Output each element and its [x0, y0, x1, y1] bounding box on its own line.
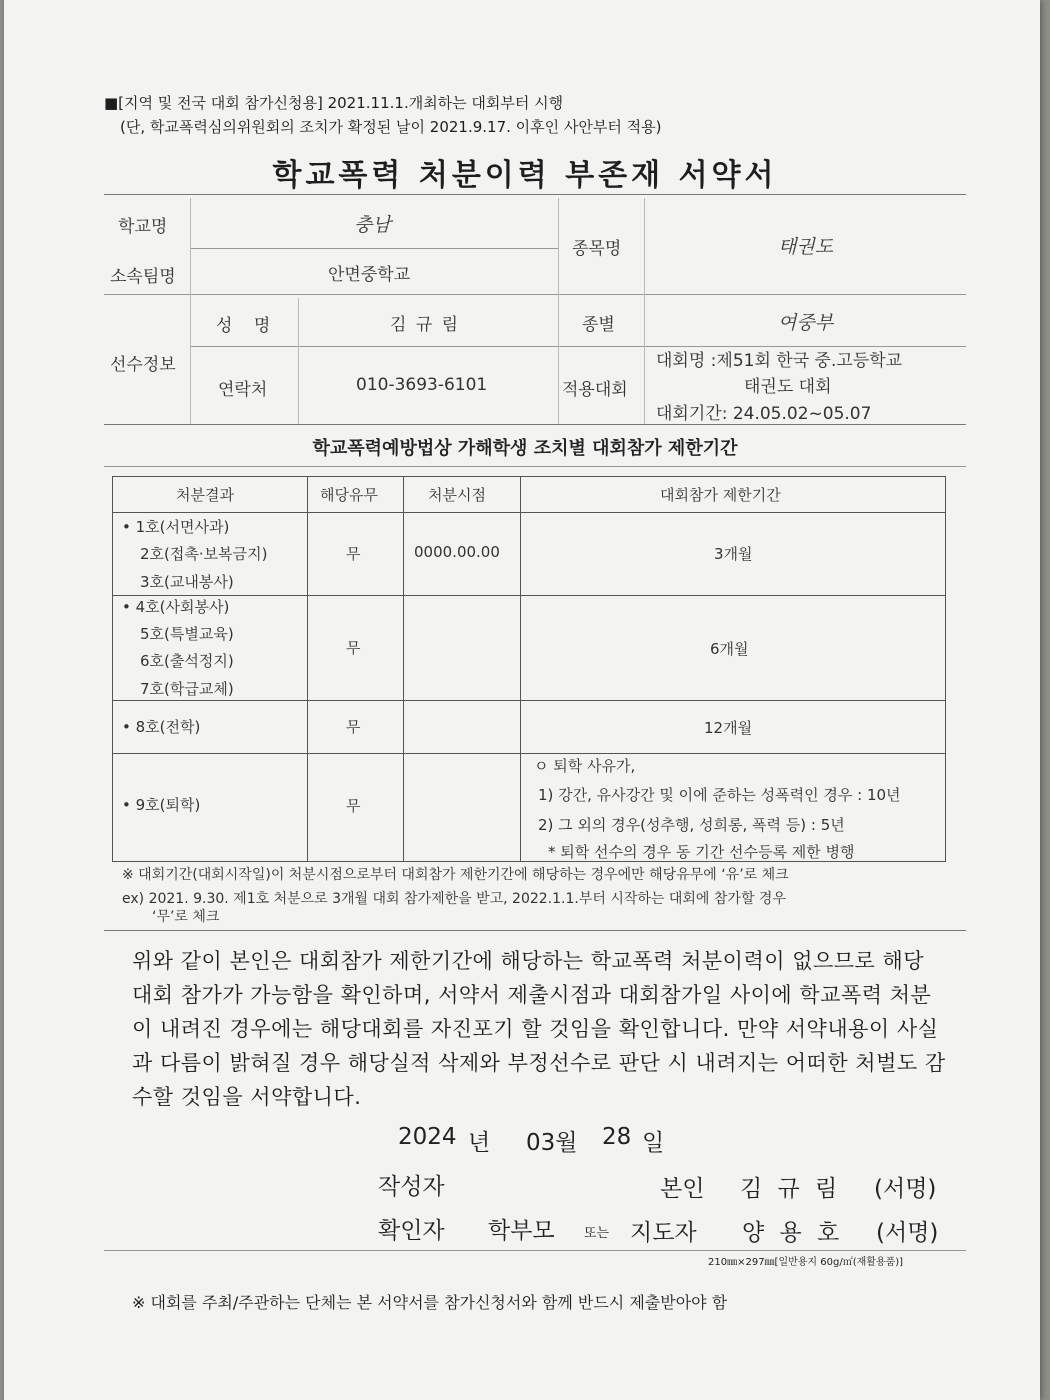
info-rule [190, 248, 558, 249]
or-label: 또는 [584, 1226, 610, 1241]
school-label: 학교명 [118, 217, 168, 237]
contact-value: 010-3693-6101 [356, 375, 488, 395]
header-line-1: ■[지역 및 전국 대회 참가신청용] 2021.11.1.개최하는 대회부터 시행 [104, 94, 564, 112]
competition-period: 대회기간: 24.05.02~05.07 [656, 404, 872, 424]
table-row-4-result-1: • 9호(퇴학) [122, 796, 201, 814]
table-row-rule [113, 753, 945, 754]
date-year: 2024 [398, 1124, 457, 1150]
info-col-rule [298, 298, 299, 424]
table-col-rule [520, 477, 521, 861]
table-row-1-result-2: 2호(접촉·보복금지) [140, 545, 268, 563]
header-line-2: (단, 학교폭력심의위원회의 조치가 확정된 날이 2021.9.17. 이후인 사안부터 적용) [120, 118, 662, 136]
coach-name: 양 용 호 [742, 1220, 844, 1246]
table-row-2-applicable: 무 [346, 639, 361, 657]
table-row-4-period-line-2: 1) 강간, 유사강간 및 이에 준하는 성폭력인 경우 : 10년 [538, 786, 901, 804]
writer-signature: (서명) [874, 1176, 937, 1202]
footer-note: ※ 대회를 주최/주관하는 단체는 본 서약서를 참가신청서와 함께 반드시 제출받아야 함 [132, 1293, 728, 1312]
competition-label: 적용대회 [562, 380, 628, 400]
team-label: 소속팀명 [110, 267, 176, 287]
table-row-4-period-line-4: * 퇴학 선수의 경우 동 기간 선수등록 제한 병행 [548, 843, 855, 861]
writer-role: 본인 [660, 1176, 705, 1202]
date-month: 03월 [526, 1130, 578, 1156]
table-row-4-period-line-1: ㅇ 퇴학 사유가, [534, 757, 636, 775]
signature-rule [104, 1250, 966, 1251]
table-header-applicable: 해당유무 [320, 486, 378, 504]
document-title: 학교폭력 처분이력 부존재 서약서 [272, 158, 778, 193]
writer-label: 작성자 [378, 1174, 445, 1200]
table-row-1-applicable: 무 [346, 545, 361, 563]
subtitle-rule [104, 466, 966, 467]
pledge-text: 위와 같이 본인은 대회참가 제한기간에 해당하는 학교폭력 처분이력이 없으므로 해당 대회 참가가 가능함을 확인하며, 서약서 제출시점과 대회참가일 사이에 학교폭력 처분이 내려진 경우에는 해당대회를 자진포기 할 것임을 확인합니다. 만약 서약내용이 사실과 다름이 밝혀질 경우 해당실적 삭제와 부정선수로 판단 시 내려지는 어떠한 처벌도 감수할 것임을 서약합니다. [132, 949, 946, 1109]
table-col-rule [307, 477, 308, 861]
info-col-rule [558, 198, 559, 424]
coach-label: 지도자 [630, 1220, 697, 1246]
table-row-3-period: 12개월 [704, 719, 753, 737]
table-row-1-period: 3개월 [714, 545, 753, 563]
writer-name: 김 규 림 [740, 1176, 842, 1202]
event-label: 종목명 [572, 239, 622, 259]
date-day: 28 [602, 1124, 632, 1150]
restriction-subtitle: 학교폭력예방법상 가해학생 조치별 대회참가 제한기간 [312, 438, 738, 459]
table-row-3-applicable: 무 [346, 718, 361, 736]
parent-label: 학부모 [488, 1218, 555, 1244]
name-value: 김 규 림 [390, 315, 461, 335]
table-row-2-result-4: 7호(학급교체) [140, 680, 234, 698]
coach-signature: (서명) [876, 1220, 939, 1246]
name-label: 성 명 [216, 316, 279, 336]
contact-label: 연락처 [218, 380, 268, 400]
event-value: 태권도 [778, 236, 834, 258]
info-rule [104, 294, 966, 295]
table-row-1-result-3: 3호(교내봉사) [140, 573, 234, 591]
table-header-period: 대회참가 제한기간 [660, 486, 781, 504]
info-col-rule [644, 198, 645, 424]
table-row-1-result-1: • 1호(서면사과) [122, 518, 230, 536]
info-col-rule [190, 198, 191, 424]
table-row-2-period: 6개월 [710, 640, 749, 658]
table-row-rule [113, 700, 945, 701]
note-2: ex) 2021. 9.30. 제1호 처분으로 3개월 대회 참가제한을 받고, 2022.1.1.부터 시작하는 대회에 참가할 경우 [122, 891, 786, 907]
note-3: ‘무’로 체크 [152, 909, 220, 925]
confirm-label: 확인자 [378, 1218, 445, 1244]
notes-rule [104, 930, 966, 931]
table-row-4-period-line-3: 2) 그 외의 경우(성추행, 성희롱, 폭력 등) : 5년 [538, 816, 845, 834]
info-top-rule [104, 194, 966, 195]
table-row-4-applicable: 무 [346, 797, 361, 815]
table-row-3-result-1: • 8호(전학) [122, 718, 201, 736]
date-day-unit: 일 [642, 1130, 665, 1156]
team-value: 안면중학교 [328, 265, 411, 285]
player-info-label: 선수정보 [110, 355, 176, 375]
table-row-1-date: 0000.00.00 [414, 543, 500, 561]
competition-name-line-1: 대회명 :제51회 한국 중.고등학교 [656, 351, 903, 371]
table-row-rule [113, 595, 945, 596]
table-row-2-result-2: 5호(특별교육) [140, 625, 234, 643]
table-header-date: 처분시점 [428, 486, 486, 504]
date-year-unit: 년 [468, 1130, 491, 1156]
school-value: 충남 [354, 214, 391, 236]
info-bottom-rule [104, 424, 966, 425]
category-value: 여중부 [778, 312, 834, 334]
note-1: ※ 대회기간(대회시작일)이 처분시점으로부터 대회참가 제한기간에 해당하는 경우에만 해당유무에 ‘유’로 체크 [122, 867, 789, 883]
table-header-result: 처분결과 [176, 486, 234, 504]
table-row-2-result-3: 6호(출석정지) [140, 652, 234, 670]
table-col-rule [403, 477, 404, 861]
paper-spec: 210㎜×297㎜[일반용지 60g/㎡(재활용품)] [708, 1257, 904, 1268]
category-label: 종별 [582, 315, 615, 335]
competition-name-line-2: 태권도 대회 [744, 377, 832, 397]
table-row-2-result-1: • 4호(사회봉사) [122, 598, 230, 616]
table-row-rule [113, 512, 945, 513]
